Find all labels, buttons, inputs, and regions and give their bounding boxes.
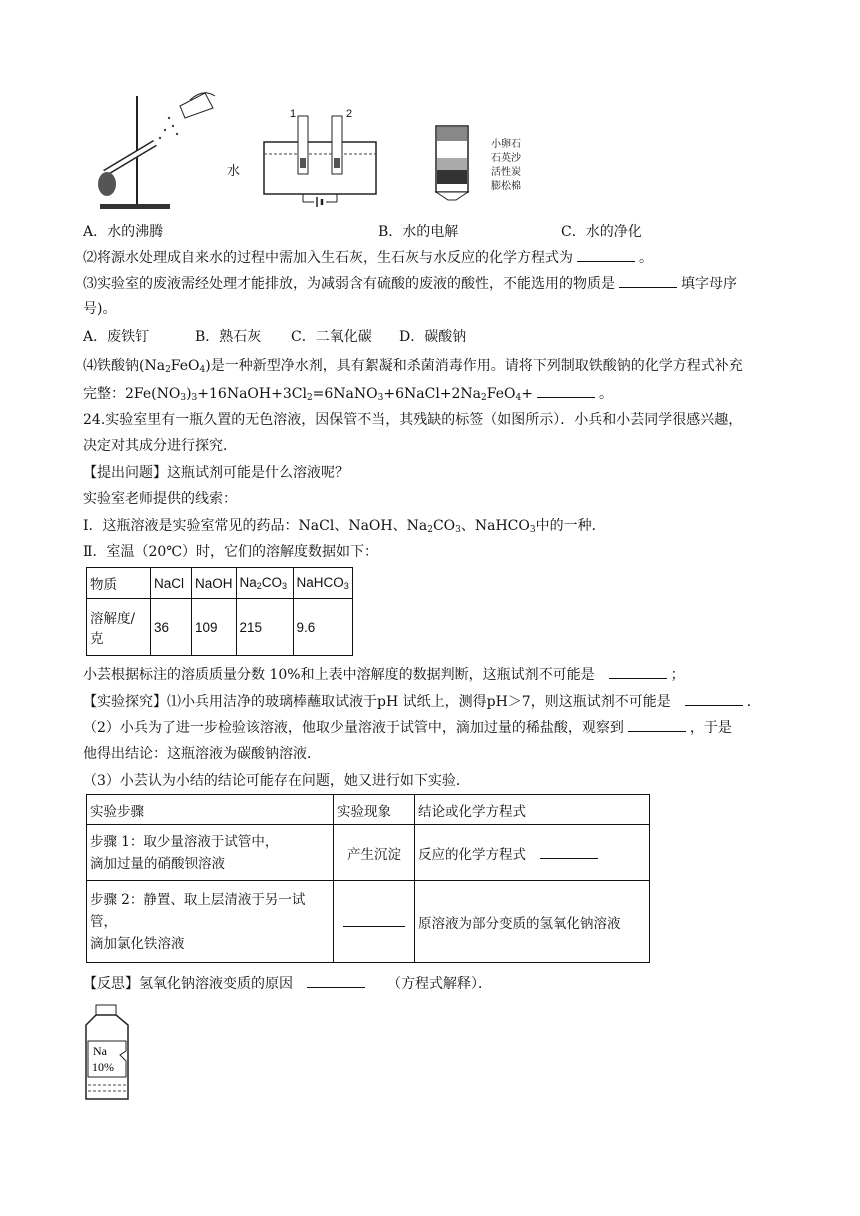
clue-text: 中的一种． bbox=[535, 518, 606, 534]
solubility-value: 9.6 bbox=[293, 599, 352, 656]
option-a: A．废铁钉 bbox=[83, 329, 150, 345]
answer-blank[interactable] bbox=[628, 717, 686, 732]
bottle-label-na: Na bbox=[93, 1044, 107, 1058]
step-2-line-2: 管， bbox=[90, 913, 117, 930]
judge-text: 小芸根据标注的溶质质量分数 10%和上表中溶解度的数据判断，这瓶试剂不可能是 bbox=[83, 667, 595, 683]
step-2-conclusion: 原溶液为部分变质的氢氧化钠溶液 bbox=[415, 881, 650, 963]
q4-text: 。 bbox=[598, 386, 613, 402]
q4-text: ⑷铁酸钠(Na bbox=[83, 358, 166, 374]
substance-naoh: NaOH bbox=[192, 568, 237, 599]
bottle-label-percent: 10% bbox=[92, 1060, 114, 1074]
solubility-label-1: 溶解度/ bbox=[90, 611, 136, 627]
reflect-end: （方程式解释）． bbox=[387, 976, 492, 992]
solubility-table bbox=[86, 567, 353, 656]
q4-text: +6NaCl+2Na bbox=[383, 386, 482, 402]
exp1-text: 【实验探究】⑴小兵用洁净的玻璃棒蘸取试液于pH 试纸上，测得pH＞7，则这瓶试剂不可能是 bbox=[83, 694, 671, 710]
answer-blank[interactable] bbox=[343, 912, 405, 927]
option-c: C．二氧化碳 bbox=[291, 329, 372, 345]
substance-nahco3: NaHCO$_3$ bbox=[293, 568, 352, 599]
answer-blank[interactable] bbox=[540, 844, 598, 859]
filter-label-carbon: 活性炭 bbox=[491, 167, 521, 178]
clue-text: CO bbox=[432, 518, 456, 534]
reagent-bottle-figure bbox=[82, 1003, 132, 1103]
solubility-value: 215 bbox=[236, 599, 293, 656]
q4-text: =6NaNO bbox=[312, 386, 378, 402]
answer-blank[interactable] bbox=[577, 247, 635, 262]
header-conclusion: 结论或化学方程式 bbox=[415, 795, 650, 825]
q24-exp-3: （3）小芸认为小结的结论可能存在问题，她又进行如下实验． bbox=[83, 773, 470, 789]
question-2 bbox=[83, 247, 653, 268]
step-1-phenomenon: 产生沉淀 bbox=[334, 825, 415, 881]
step-1-conclusion bbox=[415, 825, 650, 881]
question-3-line-1 bbox=[83, 273, 737, 294]
answer-blank[interactable] bbox=[307, 973, 365, 988]
step-2-line-1: 步骤 2：静置、取上层清液于另一试 bbox=[90, 891, 306, 908]
question-3-options bbox=[83, 327, 466, 347]
table-header-cell: 物质 bbox=[87, 568, 151, 599]
q4-text: )是一种新型净水剂，具有絮凝和杀菌消毒作用。请将下列制取铁酸钠的化学方程式补充 bbox=[205, 358, 743, 374]
solubility-label-2: 克 bbox=[90, 631, 104, 647]
answer-blank[interactable] bbox=[619, 273, 677, 288]
substance-nacl: NaCl bbox=[151, 568, 192, 599]
q24-clue-2: Ⅱ．室温（20℃）时，它们的溶解度数据如下： bbox=[83, 544, 378, 560]
header-steps: 实验步骤 bbox=[87, 795, 334, 825]
boiling-apparatus-figure bbox=[85, 88, 225, 214]
step-2-line-3: 滴加氯化铁溶液 bbox=[90, 935, 185, 952]
option-d: D．碳酸钠 bbox=[399, 329, 467, 345]
judge-end: ； bbox=[670, 667, 685, 683]
q24-exp-2-cont: 他得出结论：这瓶溶液为碳酸钠溶液． bbox=[83, 746, 321, 762]
table-header-cell bbox=[87, 599, 151, 656]
step-2 bbox=[87, 881, 334, 963]
answer-blank[interactable] bbox=[685, 691, 743, 706]
question-4-line-2: 完整：$2Fe(NO_3)_3+16NaOH+3Cl_2=6NaNO_3+6NaCl+2Na_2FeO_4+$ 。 bbox=[83, 383, 613, 408]
q4-text: +16NaOH+3Cl bbox=[197, 386, 307, 402]
q4-text: ) bbox=[186, 386, 192, 402]
step-1-line-2: 滴加过量的硝酸钡溶液 bbox=[90, 855, 225, 872]
q24-clue-1: Ⅰ．这瓶溶液是实验室常见的药品：NaCl、NaOH、$Na_2CO_3$、NaHCO$_3$中的一种． bbox=[83, 518, 606, 535]
q24-judge bbox=[83, 664, 685, 685]
figure-caption-a: A．水的沸腾 bbox=[83, 224, 164, 240]
step-1-conclusion-text: 反应的化学方程式 bbox=[418, 846, 526, 863]
substance-na2co3: $Na_2CO_3$ bbox=[236, 568, 293, 599]
filter-label-pebbles: 小卵石 bbox=[491, 139, 521, 150]
q4-text: + bbox=[521, 386, 533, 402]
clue-text: 、NaHCO bbox=[460, 518, 530, 534]
option-b: B．熟石灰 bbox=[195, 329, 262, 345]
question-3-line-2: 号)。 bbox=[83, 301, 117, 317]
filter-label-sand: 石英沙 bbox=[491, 153, 521, 164]
water-filter-figure bbox=[432, 124, 472, 202]
q24-exp-1 bbox=[83, 691, 761, 712]
q4-text: 完整：2Fe(NO bbox=[83, 386, 181, 402]
filter-label-cotton: 膨松棉 bbox=[491, 181, 521, 192]
clue-text: Ⅰ．这瓶溶液是实验室常见的药品：NaCl、NaOH、Na bbox=[83, 518, 428, 534]
question-2-text: ⑵将源水处理成自来水的过程中需加入生石灰，生石灰与水反应的化学方程式为 bbox=[83, 250, 573, 266]
water-label: 水 bbox=[227, 164, 241, 179]
question-4-line-1: ⑷铁酸钠$(Na_2FeO_4)$是一种新型净水剂，具有絮凝和杀菌消毒作用。请将下列制取铁酸钠的化学方程式补充 bbox=[83, 358, 743, 375]
tube-1-label: 1 bbox=[290, 108, 297, 120]
answer-blank[interactable] bbox=[537, 383, 595, 398]
header-phenomenon: 实验现象 bbox=[334, 795, 415, 825]
solubility-value: 109 bbox=[192, 599, 237, 656]
tube-2-label: 2 bbox=[346, 108, 353, 120]
q24-clues-title: 实验室老师提供的线索： bbox=[83, 491, 237, 507]
q24-intro-2: 决定对其成分进行探究． bbox=[83, 438, 237, 454]
filter-layer-labels bbox=[491, 138, 521, 194]
q24-intro-1: 24.实验室里有一瓶久置的无色溶液，因保管不当，其残缺的标签（如图所示）．小兵和小芸同学很感兴趣， bbox=[83, 412, 743, 428]
step-2-phenomenon bbox=[334, 881, 415, 963]
electrolysis-apparatus-figure bbox=[262, 106, 380, 214]
question-3-text-end: 填字母序 bbox=[681, 276, 737, 292]
exp2-text: （2）小兵为了进一步检验该溶液，他取少量溶液于试管中，滴加过量的稀盐酸，观察到 bbox=[83, 720, 624, 736]
reflect-text: 【反思】氢氧化钠溶液变质的原因 bbox=[83, 976, 293, 992]
step-1 bbox=[87, 825, 334, 881]
q4-text: FeO bbox=[486, 386, 516, 402]
experiment-table bbox=[86, 794, 650, 963]
exp1-end: ． bbox=[746, 694, 761, 710]
q4-text: FeO bbox=[170, 358, 200, 374]
step-1-line-1: 步骤 1：取少量溶液于试管中， bbox=[90, 833, 279, 850]
exp2-text: ，于是 bbox=[689, 720, 732, 736]
question-2-end: 。 bbox=[639, 250, 653, 266]
answer-blank[interactable] bbox=[609, 664, 667, 679]
question-3-text: ⑶实验室的废液需经处理才能排放，为减弱含有硫酸的废液的酸性，不能选用的物质是 bbox=[83, 276, 615, 292]
figure-caption-b: B．水的电解 bbox=[378, 224, 459, 240]
solubility-value: 36 bbox=[151, 599, 192, 656]
q24-question: 【提出问题】这瓶试剂可能是什么溶液呢？ bbox=[83, 465, 349, 481]
q24-exp-2 bbox=[83, 717, 732, 738]
q24-reflect bbox=[83, 973, 492, 994]
figure-caption-c: C．水的净化 bbox=[561, 224, 642, 240]
